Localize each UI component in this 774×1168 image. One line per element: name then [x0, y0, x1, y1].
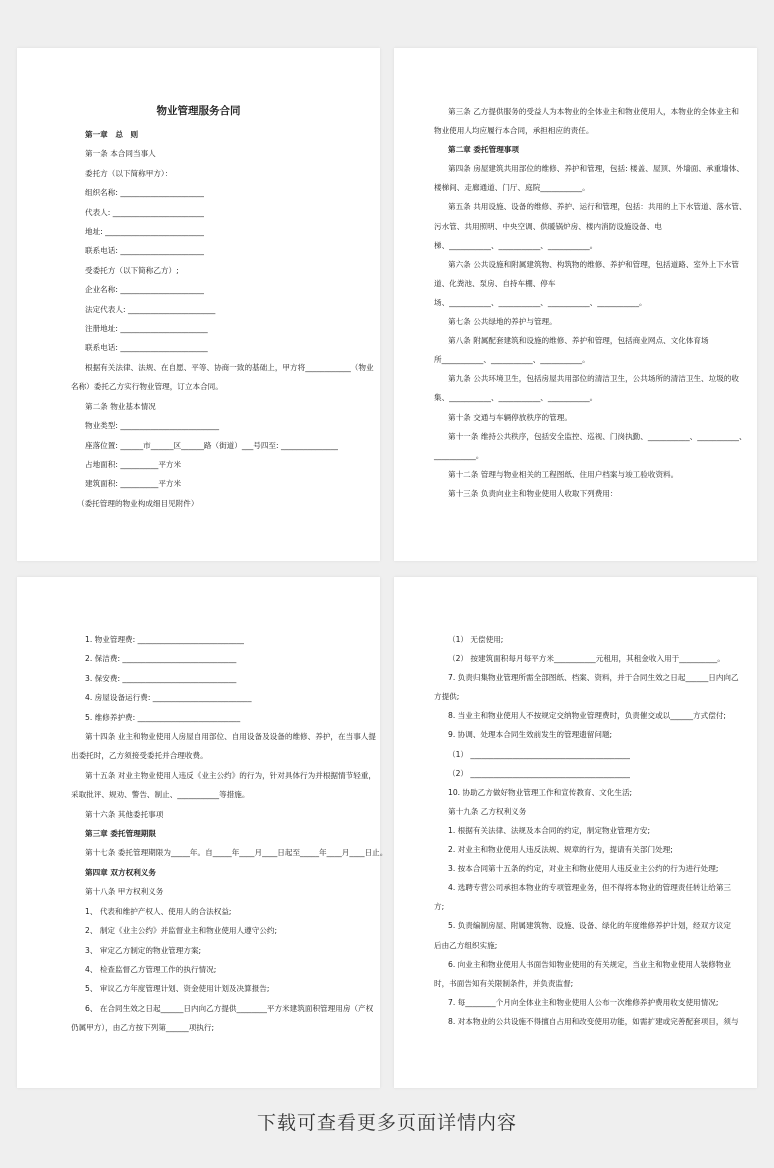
text-line: 注册地址: _______________________ — [85, 324, 208, 334]
text-line: 第十七条 委托管理期限为_____年。自_____年____月____日起至_____年____月____日止。 — [85, 848, 388, 858]
text-line: 第五条 共用设施、设备的维修、养护、运行和管理，包括：共用的上下水管道、落水管、 — [448, 202, 747, 212]
text-line: 联系电话: _______________________ — [85, 343, 208, 353]
text-line: 时，书面告知有关限制条件，并负责监督; — [434, 978, 574, 988]
text-line: （委托管理的物业构成细目见附件） — [77, 498, 199, 508]
text-line: 8. 当业主和物业使用人不按规定交纳物业管理费时，负责催交或以______方式偿付; — [448, 711, 726, 721]
text-line: 第四条 房屋建筑共用部位的维修、养护和管理，包括: 楼盖、屋顶、外墙面、承重墙体、 — [448, 164, 744, 174]
text-line: （2） 按建筑面积每月每平方米___________元租用，其租金收入用于__________。 — [448, 654, 725, 664]
page-4-body — [434, 630, 739, 1031]
text-line: 1、 代表和维护产权人、使用人的合法权益; — [85, 906, 232, 916]
text-line: 第七条 公共绿地的养护与管理。 — [448, 317, 557, 327]
text-line: （1） 无偿使用; — [448, 635, 504, 644]
text-line: 7. 每________个月向全体业主和物业使用人公布一次维修养护费用收支使用情况; — [448, 997, 719, 1007]
text-line: 6. 向业主和物业使用人书面告知物业使用的有关规定，当业主和物业使用人装修物业 — [448, 959, 732, 969]
text-line: 第十六条 其他委托事项 — [85, 809, 164, 819]
text-line: 第十四条 业主和物业使用人房屋自用部位、自用设备及设备的维修、养护，在当事人提 — [85, 732, 376, 742]
text-line: 根据有关法律、法规、在自愿、平等、协商一致的基础上，甲方将____________（物业 — [85, 362, 374, 372]
text-line: 物业使用人均应履行本合同，承担相应的责任。 — [434, 126, 594, 136]
text-line: 委托方（以下简称甲方）： — [85, 168, 173, 178]
text-line: 7. 负责归集物业管理所需全部图纸、档案、资料，并于合同生效之日起______日内向乙 — [448, 673, 739, 683]
text-line: 联系电话: ______________________ — [85, 246, 204, 256]
text-line: 企业名称: ______________________ — [85, 285, 204, 295]
text-line: 第一章 总 则 — [85, 130, 139, 139]
text-line: 采取批评、规劝、警告、制止、___________等措施。 — [71, 790, 250, 800]
text-line: 第十二条 管理与物业相关的工程图纸、住用户档案与竣工验收资料。 — [448, 469, 679, 479]
document-page-1 — [17, 48, 380, 561]
text-line: 10. 协助乙方做好物业管理工作和宣传教育、文化生活; — [448, 787, 633, 797]
text-line: 第六条 公共设施和附属建筑物、构筑物的维修、养护和管理，包括道路、室外上下水管 — [448, 259, 739, 269]
text-line: 9. 协调、处理本合同生效前发生的管理遗留问题; — [448, 730, 613, 740]
page-1-body — [71, 125, 374, 513]
text-line: 4. 房屋设备运行费: __________________________ — [85, 693, 252, 703]
text-line: 4. 选聘专营公司承担本物业的专项管理业务，但不得将本物业的管理责任转让给第三 — [448, 883, 732, 893]
text-line: 第十九条 乙方权利义务 — [448, 806, 527, 816]
text-line: 梯、___________、___________、___________。 — [434, 240, 598, 250]
document-page-4 — [394, 577, 757, 1088]
text-line: 第四章 双方权利义务 — [85, 867, 156, 877]
text-line: 2. 对业主和物业使用人违反法规、规章的行为，提请有关部门处理; — [448, 845, 673, 855]
text-line: 名称）委托乙方实行物业管理，订立本合同。 — [71, 382, 223, 392]
text-line: 组织名称: ______________________ — [85, 188, 204, 198]
text-line: 方提供; — [434, 692, 460, 702]
page-3-body — [71, 630, 388, 1038]
text-line: 道、化粪池、泵房、自持车棚、停车 — [434, 278, 556, 288]
text-line: 3. 保安费: ______________________________ — [85, 673, 237, 683]
text-line: 所___________、___________、___________。 — [434, 355, 590, 365]
text-line: 第十一条 维持公共秩序，包括安全监控、巡视、门岗执勤、___________、___________、 — [448, 431, 747, 441]
text-line: （1） __________________________________________ — [448, 749, 630, 759]
text-line: 污水管、共用照明、中央空调、供暖锅炉房、楼内消防设施设备、电 — [434, 221, 662, 231]
text-line: 4、 检查监督乙方管理工作的执行情况; — [85, 964, 217, 974]
text-line: 后由乙方组织实施; — [434, 940, 498, 950]
text-line: 楼梯间、走廊通道、门厅、庭院___________。 — [434, 183, 590, 193]
text-line: 1. 物业管理费: ____________________________ — [85, 635, 244, 644]
document-page-2 — [394, 48, 757, 561]
text-line: 集、___________、___________、___________。 — [434, 393, 598, 403]
text-line: 地址: __________________________ — [85, 227, 204, 237]
text-line: 第三章 委托管理期限 — [85, 829, 156, 839]
text-line: 第八条 附属配套建筑和设施的维修、养护和管理，包括商业网点、文化体育场 — [448, 336, 709, 346]
text-line: 5. 维修养护费: ___________________________ — [85, 712, 241, 722]
text-line: 第三条 乙方提供服务的受益人为本物业的全体业主和物业使用人，本物业的全体业主和 — [448, 107, 739, 116]
text-line: 代表人: ________________________ — [85, 207, 204, 217]
text-line: 出委托时，乙方须接受委托并合理收费。 — [71, 751, 208, 761]
text-line: 3、 审定乙方制定的物业管理方案; — [85, 945, 202, 955]
text-line: 物业类型: __________________________ — [85, 421, 220, 431]
text-line: 占地面积: __________平方米 — [85, 459, 182, 469]
text-line: 方; — [434, 902, 445, 912]
text-line: ___________。 — [434, 450, 484, 460]
text-line: 第二章 委托管理事项 — [448, 145, 519, 155]
text-line: 6、 在合同生效之日起______日内向乙方提供________平方米建筑面积管理用房（产权 — [85, 1003, 374, 1013]
text-line: 第一条 本合同当事人 — [85, 149, 156, 159]
document-page-3 — [17, 577, 388, 1088]
text-line: 建筑面积: __________平方米 — [85, 479, 182, 489]
text-line: （2） __________________________________________ — [448, 768, 630, 778]
text-line: 第十三条 负责向业主和物业使用人收取下列费用： — [448, 488, 618, 498]
text-line: 5. 负责编制房屋、附属建筑物、设施、设备、绿化的年度维修养护计划，经双方议定 — [448, 921, 732, 931]
page-2-body — [434, 102, 747, 503]
text-line: 法定代表人: _______________________ — [85, 304, 216, 314]
text-line: 仍属甲方），由乙方按下列第______项执行; — [71, 1023, 215, 1033]
text-line: 3. 按本合同第十五条的约定，对业主和物业使用人违反业主公约的行为进行处理; — [448, 864, 719, 874]
text-line: 第二条 物业基本情况 — [85, 401, 156, 411]
text-line: 座落位置: ______市______区______路（街道）___号四至: _______________ — [85, 440, 338, 450]
text-line: 第十五条 对业主物业使用人违反《业主公约》的行为，针对具体行为并根据情节轻重， — [85, 770, 376, 780]
text-line: 2、 制定《业主公约》并监督业主和物业使用人遵守公约; — [85, 926, 278, 936]
text-line: 第十条 交通与车辆停放秩序的管理。 — [448, 412, 572, 422]
text-line: 第十八条 甲方权利义务 — [85, 887, 164, 897]
text-line: 5、 审议乙方年度管理计划、资金使用计划及决算报告; — [85, 984, 270, 994]
text-line: 受委托方（以下简称乙方）; — [85, 265, 179, 275]
text-line: 第九条 公共环境卫生，包括房屋共用部位的清洁卫生，公共场所的清洁卫生、垃圾的收 — [448, 374, 739, 384]
download-caption: 下载可查看更多页面详情内容 — [256, 1112, 517, 1134]
text-line: 1. 根据有关法律、法规及本合同的约定，制定物业管理方安; — [448, 825, 651, 835]
text-line: 2. 保洁费: ______________________________ — [85, 654, 237, 664]
text-line: 8. 对本物业的公共设施不得擅自占用和改变使用功能，如需扩建或完善配套项目，须与 — [448, 1016, 739, 1026]
page-title: 物业管理服务合同 — [156, 105, 241, 117]
text-line: 场、___________、___________、___________、___________。 — [434, 297, 647, 307]
